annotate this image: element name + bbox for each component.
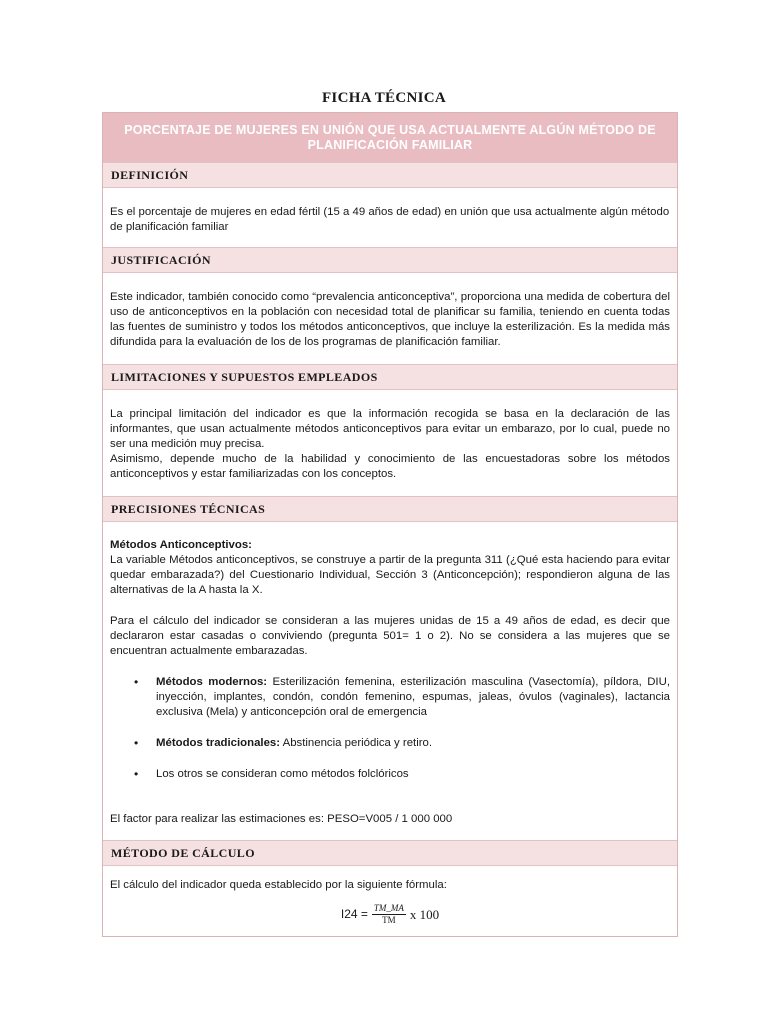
section-body-justificacion	[103, 273, 677, 364]
formula-denominator: TM	[382, 915, 396, 925]
list-item	[134, 675, 670, 720]
list-item-text: Abstinencia periódica y retiro.	[280, 737, 433, 749]
section-heading-definicion: DEFINICIÓN	[103, 162, 677, 188]
list-item-text: Los otros se consideran como métodos folclóricos	[156, 768, 409, 780]
section-heading-justificacion: JUSTIFICACIÓN	[103, 247, 677, 273]
formula-numerator: TM_MA	[373, 903, 404, 913]
limitaciones-text-2: Asimismo, depende mucho de la habilidad y conocimiento de las encuestadoras sobre los métodos anticonceptivos y estar familiarizadas con los conceptos.	[110, 453, 670, 480]
precisiones-subheading: Métodos Anticonceptivos:	[110, 539, 252, 551]
formula-lhs: I24 =	[340, 907, 368, 921]
bullet-icon: •	[134, 736, 139, 750]
indicator-header: PORCENTAJE DE MUJERES EN UNIÓN QUE USA ACTUALMENTE ALGÚN MÉTODO DE PLANIFICACIÓN FAMILIAR	[103, 113, 677, 162]
section-heading-precisiones: PRECISIONES TÉCNICAS	[103, 496, 677, 522]
precisiones-para-2: Para el cálculo del indicador se consideran a las mujeres unidas de 15 a 49 años de edad, es decir que declararon estar casadas o conviviendo (pregunta 501= 1 o 2). No se considera a las mujeres que se encuentran actualmente embarazadas.	[110, 615, 670, 657]
methods-list	[110, 675, 670, 782]
list-item-text: Esterilización femenina, esterilización masculina (Vasectomía), píldora, DIU, inyección, implantes, condón, condón femenino, espumas, jaleas, óvulos (vaginales), lactancia exclusiva (Mela) y anticoncepción oral de emergencia	[156, 676, 670, 718]
metodo-text: El cálculo del indicador queda establecido por la siguiente fórmula:	[110, 879, 447, 891]
section-body-limitaciones	[103, 390, 677, 496]
formula-multiplier: x 100	[409, 907, 440, 922]
formula	[110, 903, 670, 926]
section-heading-limitaciones: LIMITACIONES Y SUPUESTOS EMPLEADOS	[103, 364, 677, 390]
bullet-icon: •	[134, 675, 139, 689]
section-body-definicion	[103, 188, 677, 247]
definicion-text: Es el porcentaje de mujeres en edad fértil (15 a 49 años de edad) en unión que usa actualmente algún método de planificación familiar	[110, 206, 670, 233]
section-body-metodo	[103, 866, 677, 936]
list-item	[134, 767, 670, 782]
page-title: FICHA TÉCNICA	[321, 90, 447, 106]
section-body-precisiones	[103, 522, 677, 840]
technical-sheet-table	[102, 112, 678, 937]
precisiones-factor: El factor para realizar las estimaciones es: PESO=V005 / 1 000 000	[110, 813, 453, 825]
list-item	[134, 736, 670, 751]
section-heading-metodo: MÉTODO DE CÁLCULO	[103, 840, 677, 866]
justificacion-text: Este indicador, también conocido como “prevalencia anticonceptiva”, proporciona una medida de cobertura del uso de anticonceptivos en la población con necesidad total de planificar su familia, teniendo en cuenta todas las fuentes de suministro y todos los métodos anticonceptivos, que incluye la esterilización. Es la medida más difundida para la evaluación de los de los programas de planificación familiar.	[110, 291, 670, 348]
formula-fraction	[372, 903, 406, 926]
limitaciones-text-1: La principal limitación del indicador es que la información recogida se basa en la declaración de las informantes, que usan actualmente métodos anticonceptivos para evitar un embarazo, por lo cual, puede no ser una medición muy precisa.	[110, 408, 670, 450]
precisiones-para-1: La variable Métodos anticonceptivos, se construye a partir de la pregunta 311 (¿Qué esta haciendo para evitar quedar embarazada?) del Cuestionario Individual, Sección 3 (Anticoncepción); respondieron alguna de las alternativas de la A hasta la X.	[110, 554, 670, 596]
list-item-label: Métodos modernos:	[156, 676, 268, 688]
bullet-icon: •	[134, 767, 139, 781]
list-item-label: Métodos tradicionales:	[156, 737, 281, 749]
